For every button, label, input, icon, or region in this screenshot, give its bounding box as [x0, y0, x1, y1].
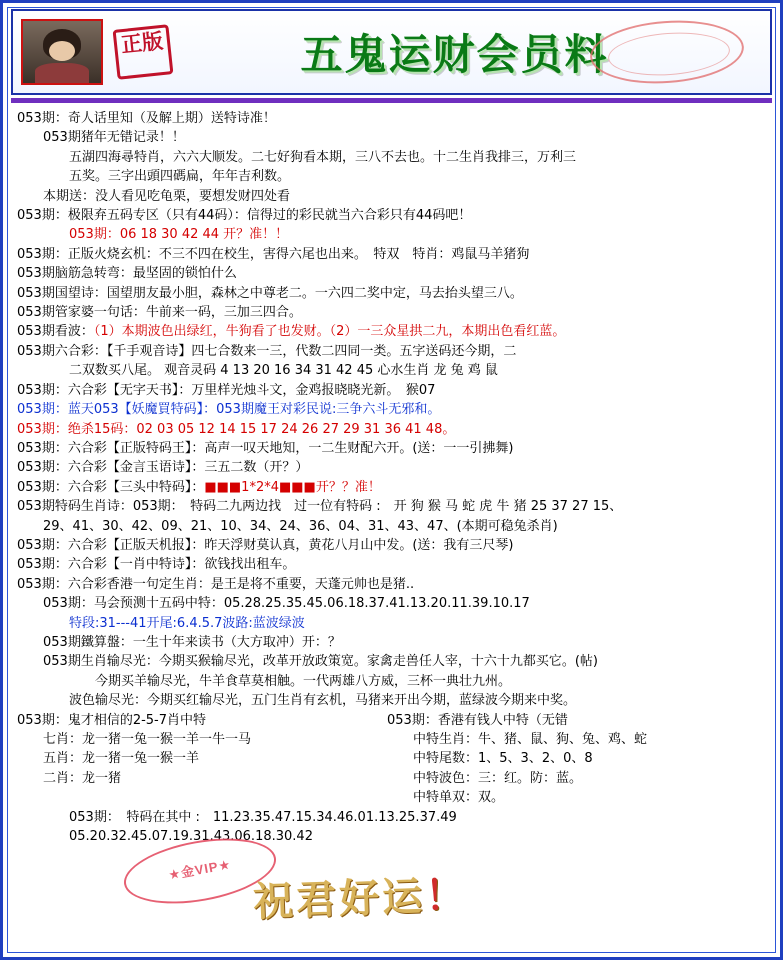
- line-segment: 053期：马会预测十五码中特：05.28.25.35.45.06.18.37.41.13.20.11.39.10.17: [43, 596, 530, 612]
- content-line: [17, 536, 768, 555]
- line-segment: 053期：正版火烧玄机：不三不四在校生，害得六尾也出来。 特双 特肖：鸡鼠马羊猪狗: [17, 246, 530, 262]
- content-line: [17, 322, 768, 341]
- content-line: [17, 575, 768, 594]
- line-segment: 053期：六合彩【三头中特码】：: [17, 479, 205, 495]
- content-line: [17, 614, 768, 633]
- line-segment: 053期：六合彩【一肖中特诗】：欲钱找出租车。: [17, 557, 296, 573]
- content-line: [17, 342, 768, 361]
- line-segment: 今期买羊输尽光，牛羊食草莫相触。一代两雄八方威，三杯一典壮九州。: [95, 673, 512, 689]
- line-segment: 053期脑筋急转弯：最坚固的锁怕什么: [17, 266, 237, 282]
- page-header: [11, 9, 772, 95]
- content-line: [17, 420, 768, 439]
- content-line: [17, 264, 768, 283]
- line-segment: 053期：六合彩【正版特码王】：高声一叹天地知，一二生财配六开。(送：一一引拂舞): [17, 440, 514, 456]
- two-column-block: [17, 711, 768, 808]
- content-line: [17, 225, 768, 244]
- content-line: [17, 594, 768, 613]
- line-segment: 中特尾数：1、5、3、2、0、8: [413, 751, 593, 767]
- content-line: [17, 827, 768, 846]
- content-line: [17, 400, 768, 419]
- wish-text: [252, 863, 469, 927]
- line-segment: 中特生肖：牛、猪、鼠、狗、兔、鸡、蛇: [413, 732, 648, 747]
- line-segment: 053期：六合彩【正版天机报】：昨天浮财莫认真，黄花八月山中发。(送：我有三尺琴): [17, 537, 514, 553]
- line-segment: 053期六合彩：【千手观音诗】四七合数来一三，代数二四同一类。五字送码还今期，二: [17, 343, 517, 359]
- line-segment: 053期：香港有钱人中特（无错: [387, 712, 568, 728]
- content-line: [17, 633, 768, 652]
- content-line: [387, 730, 768, 749]
- content-line: [17, 555, 768, 574]
- line-segment: （1）本期波色出绿红，牛狗看了也发财。（2）一三众星拱二九，本期出色看红蓝。: [93, 324, 566, 340]
- line-segment: 053期：奇人话里知（及解上期）送特诗准！: [17, 111, 276, 126]
- content-line: [17, 730, 387, 749]
- line-segment: 五湖四海尋特肖，六六大顺发。二七好狗看本期，三八不去也。十二生肖我排三，万利三: [69, 149, 577, 165]
- portrait-hair: [43, 29, 81, 59]
- content-line: [17, 187, 768, 206]
- line-segment: 053期管家婆一句话：牛前来一码，三加三四合。: [17, 305, 302, 321]
- content-line: [387, 769, 768, 788]
- wish-label: 祝君好运: [252, 873, 426, 926]
- line-segment: 053期鐵算盤：一生十年来读书（大方取冲）开：？: [43, 634, 341, 650]
- portrait-photo: [21, 19, 103, 85]
- vip-stamp-text: ★金VIP★: [167, 856, 233, 883]
- content-line: [387, 711, 768, 730]
- content-line: [17, 439, 768, 458]
- content-line: [17, 148, 768, 167]
- content-line: [17, 109, 768, 128]
- line-segment: 053期生肖输尽光：今期买猴输尽光，改革开放政策宽。家禽走兽任人宰，十六十九都买它。(帖): [43, 654, 598, 670]
- line-segment: 053期特码生肖诗：053期： 特码二九两边找 过一位有特码 : 开 狗 猴 马 蛇 虎 牛 猪 25 37 27 15、: [17, 499, 623, 515]
- line-segment: 053期：六合彩香港一句定生肖：是王是将不重要，天蓬元帅也是猪..: [17, 576, 415, 592]
- line-segment: 053期：鬼才相信的2-5-7肖中特: [17, 712, 207, 728]
- line-segment: 绝杀15码：02 03 05 12 14 15 17 24 26 27 29 31 36 41 48。: [67, 421, 456, 437]
- line-segment: 特段:31---41开尾:6.4.5.7波路:蓝波绿波: [69, 615, 305, 631]
- line-segment: 中特波色：三：红。防：蓝。: [413, 770, 583, 786]
- content-line: [387, 749, 768, 768]
- content-line: [17, 711, 387, 730]
- line-segment: 053期：蓝天053【妖魔買特码】：053期魔王对彩民说:三争六斗无邪和。: [17, 402, 441, 418]
- two-column-left: [17, 711, 387, 808]
- line-segment: 053期国望诗：国望朋友最小胆，森林之中尊老二。一六四二奖中定，马去抬头望三八。: [17, 285, 523, 301]
- content-line: [17, 284, 768, 303]
- tail-lines: [17, 808, 768, 847]
- page-title: 五鬼运财会员料: [300, 30, 609, 79]
- content-line: [17, 672, 768, 691]
- content-line: [17, 381, 768, 400]
- line-segment: 五肖：龙一猪一兔一猴一羊: [43, 751, 200, 767]
- content-lines: [17, 109, 768, 711]
- line-segment: 053期看波：: [17, 324, 94, 340]
- line-segment: 053期猪年无错记录！！: [43, 130, 185, 146]
- content-line: [17, 497, 768, 516]
- line-segment: 五奖。三字出頭四碼扁，年年吉利数。: [69, 169, 291, 185]
- line-segment: 二双数买八尾。 观音灵码 4 13 20 16 34 31 42 45 心水生肖 龙 兔 鸡 鼠: [69, 363, 498, 379]
- content-line: [17, 691, 768, 710]
- line-segment: 29、41、30、42、09、21、10、34、24、36、04、31、43、47、(本期可稳兔杀肖): [43, 518, 558, 534]
- line-segment: 053期：极限弃五码专区（只有44码）：信得过的彩民就当六合彩只有44码吧！: [17, 208, 472, 224]
- wish-mark: ！: [424, 872, 469, 920]
- line-segment: 053期：06 18 30 42 44 开？准！！: [69, 227, 289, 243]
- line-segment: 二肖：龙一猪: [43, 770, 122, 786]
- line-segment: 波色输尽光：今期买红输尽光，五门生肖有玄机，马猪来开出今期，蓝绿波今期来中奖。: [69, 693, 577, 709]
- content-line: [17, 245, 768, 264]
- content-line: [17, 128, 768, 147]
- line-segment: 053期： 特码在其中 : 11.23.35.47.15.34.46.01.13.25.37.49: [69, 809, 457, 825]
- document-content: [3, 103, 780, 846]
- content-line: [17, 458, 768, 477]
- line-segment: 中特单双：双。: [413, 790, 505, 806]
- line-segment: 本期送：没人看见吃龟栗，要想发财四处看: [43, 188, 291, 204]
- content-line: [387, 788, 768, 807]
- portrait-body: [35, 63, 89, 83]
- two-column-right: [387, 711, 768, 808]
- line-segment: 七肖：龙一猪一兔一猴一羊一牛一马: [43, 732, 252, 747]
- content-line: [17, 361, 768, 380]
- bottom-art: [3, 841, 780, 951]
- line-segment: 053期：六合彩【无字天书】：万里样光烛斗文，金鸡报晓晓光新。 猴07: [17, 382, 436, 398]
- content-line: [17, 652, 768, 671]
- line-segment: ■■■1*2*4■■■开？？准！: [204, 479, 381, 495]
- content-line: [17, 478, 768, 497]
- content-line: [17, 303, 768, 322]
- content-line: [17, 167, 768, 186]
- content-line: [17, 517, 768, 536]
- content-line: [17, 808, 768, 827]
- content-line: [17, 749, 387, 768]
- content-line: [17, 206, 768, 225]
- zhengban-stamp: [109, 23, 179, 81]
- content-line: [17, 769, 387, 788]
- line-segment: 05.20.32.45.07.19.31.43.06.18.30.42: [69, 829, 313, 845]
- zhengban-stamp-text: 正版: [113, 24, 174, 80]
- line-segment: 053期：: [17, 421, 68, 437]
- line-segment: 053期：六合彩【金言玉语诗】：三五二数（开？）: [17, 460, 309, 476]
